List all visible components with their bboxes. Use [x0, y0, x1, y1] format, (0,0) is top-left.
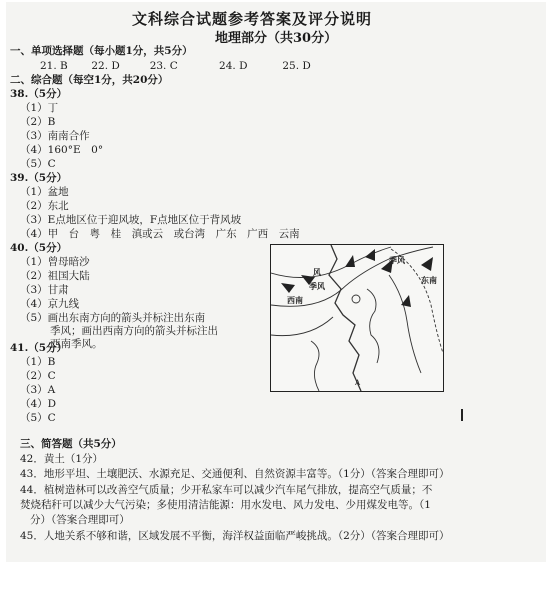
q38-item: （3）南南合作: [20, 130, 90, 142]
q39-item: （1）盆地: [20, 186, 69, 198]
q39-item: （2）东北: [20, 200, 69, 212]
map-label: 东南: [421, 275, 437, 285]
q44-answer: 焚烧秸秆可以减少大气污染；多使用清洁能源：用水发电、风力发电、少用煤发电等。（1: [20, 499, 431, 511]
q39-head: 39.（5分）: [10, 172, 68, 184]
text-cursor: [461, 409, 463, 421]
map-label: 季风: [309, 281, 325, 291]
answer-sheet: [6, 2, 546, 562]
section2-heading: 二、综合题（每空1分，共20分）: [10, 74, 169, 86]
q41-item: （2）C: [20, 370, 56, 382]
q40-item: （4）京九线: [20, 298, 80, 310]
q40-item-cont: 季风；画出西南方向的箭头并标注出: [50, 325, 218, 337]
mc-answer: 24. D: [219, 60, 248, 72]
map-label: 风: [313, 267, 321, 277]
q43-answer: 43．地形平坦、土壤肥沃、水源充足、交通便利、自然资源丰富等。（1分）（答案合理即可）: [20, 468, 450, 480]
q45-answer: 45．人地关系不够和谐，区域发展不平衡，海洋权益面临严峻挑战。（2分）（答案合理即可）: [20, 530, 450, 542]
q41-item: （1）B: [20, 356, 56, 368]
q39-item: （4）甲 台 粤 桂 滇或云 或台湾 广东 广西 云南: [20, 228, 300, 240]
page-title: 文科综合试题参考答案及评分说明: [132, 10, 373, 28]
map-label: A: [355, 379, 361, 387]
page-subtitle: 地理部分（共30分）: [215, 31, 338, 46]
map-drawing: [271, 245, 443, 391]
map-label: 西南: [287, 295, 303, 305]
q40-item: （1）曾母暗沙: [20, 256, 90, 268]
q38-item: （1）丁: [20, 102, 59, 114]
mc-answer: 23. C: [149, 60, 178, 72]
section3-heading: 三、简答题（共5分）: [20, 438, 122, 450]
q40-item-cont: 西南季风。: [50, 338, 103, 350]
section1-heading: 一、单项选择题（每小题1分，共5分）: [10, 45, 193, 57]
q41-item: （3）A: [20, 384, 56, 396]
q38-head: 38.（5分）: [10, 88, 68, 100]
mc-answer: 25. D: [282, 60, 311, 72]
monsoon-map: [270, 244, 444, 392]
q40-item: （5）画出东南方向的箭头并标注出东南: [20, 312, 206, 324]
mc-answers: [40, 60, 332, 73]
q38-item: （2）B: [20, 116, 56, 128]
q38-item: （4）160°E 0°: [20, 144, 104, 156]
q38-item: （5）C: [20, 158, 56, 170]
q41-head: 41.（5分）: [10, 342, 68, 354]
q41-item: （5）C: [20, 412, 56, 424]
q39-item: （3）E点地区位于迎风坡，F点地区位于背风坡: [20, 214, 242, 226]
q40-item: （3）甘肃: [20, 284, 69, 296]
q44-answer: 分）（答案合理即可）: [30, 514, 130, 526]
mc-answer: 22. D: [91, 60, 120, 72]
q40-head: 40.（5分）: [10, 242, 68, 254]
map-label: 季风: [389, 255, 405, 265]
q42-answer: 42．黄土（1分）: [20, 453, 104, 465]
q44-answer: 44．植树造林可以改善空气质量；少开私家车可以减少汽车尾气排放，提高空气质量；不: [20, 484, 433, 496]
mc-answer: 21. B: [40, 60, 68, 72]
q41-item: （4）D: [20, 398, 57, 410]
q40-item: （2）祖国大陆: [20, 270, 90, 282]
